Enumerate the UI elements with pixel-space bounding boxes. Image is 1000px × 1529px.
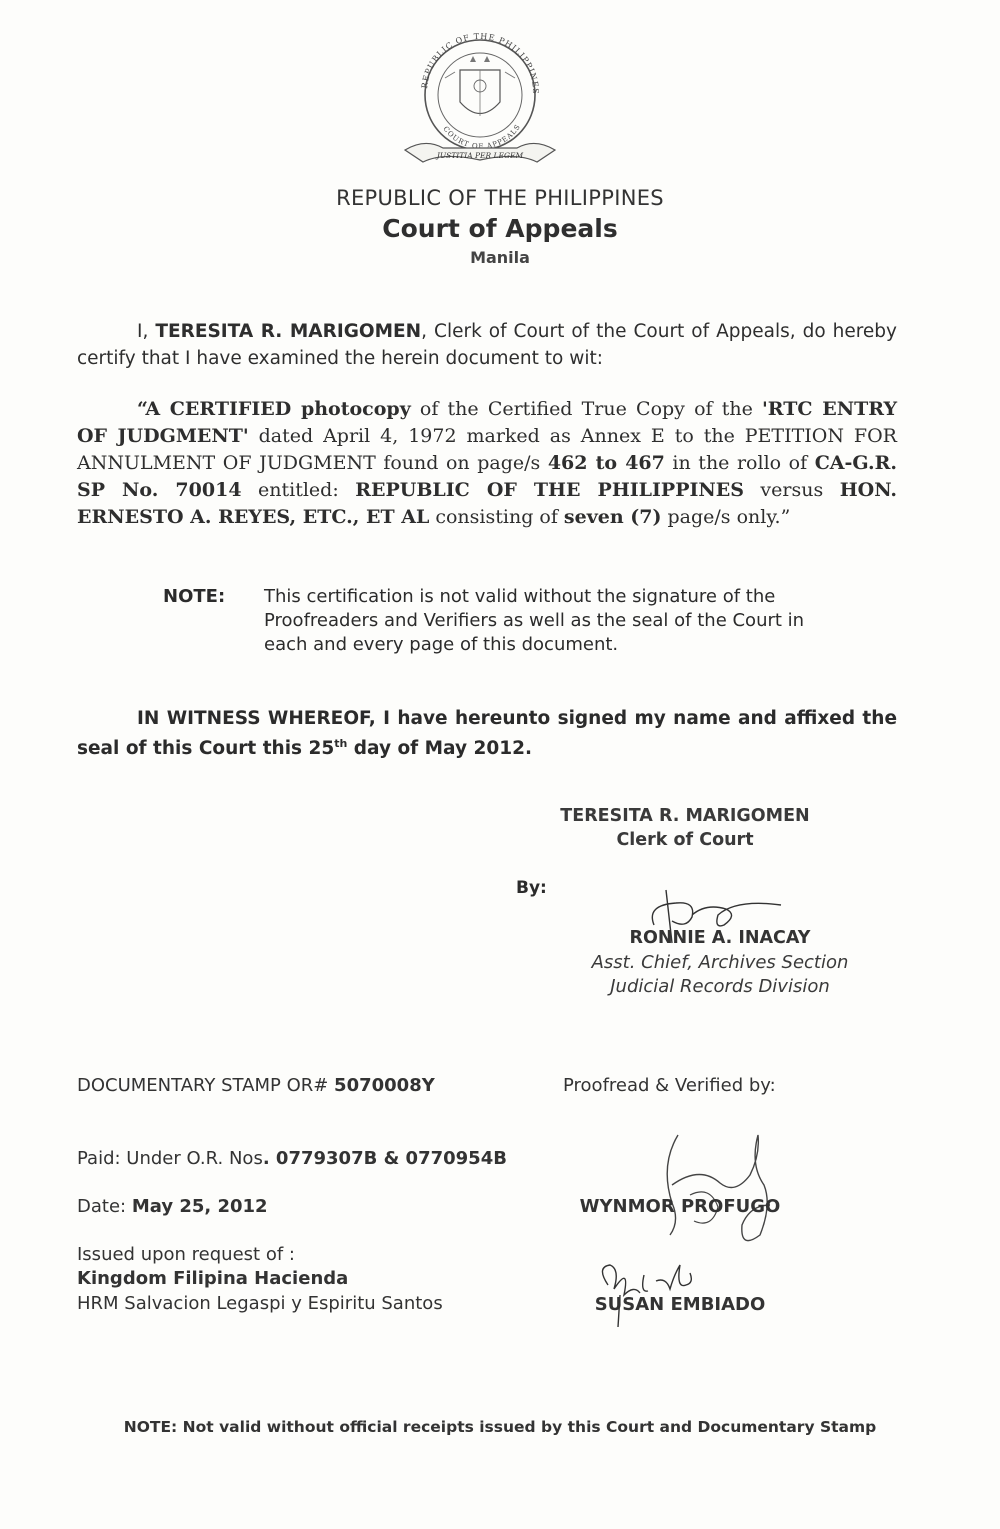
- note-text: This certification is not valid without the signature of the Proofreaders and Verifiers as well as the seal of the Court in each and every page of this document.: [264, 586, 805, 655]
- date-label: Date:: [77, 1196, 132, 1217]
- quote-part-12: consisting of: [429, 506, 564, 528]
- note-label: NOTE:: [163, 586, 226, 607]
- witness-paragraph: [77, 706, 897, 761]
- witness-part-1: IN WITNESS WHEREOF, I have hereunto signed my name and affixed the seal of this Court this 25: [77, 708, 897, 760]
- verifier1-name: WYNMOR PROFUGO: [579, 1196, 781, 1217]
- deputy-name: RONNIE A. INACAY: [629, 928, 811, 948]
- date-value: May 25, 2012: [131, 1196, 268, 1217]
- quote-case-number: CA-G.R. SP No. 70014: [77, 452, 898, 501]
- witness-sup: th: [334, 737, 348, 750]
- stamp-label: DOCUMENTARY STAMP OR#: [77, 1075, 335, 1096]
- quote-part-2: of the Certified True Copy of the: [410, 398, 762, 420]
- svg-text:REPUBLIC OF THE PHILIPPINES: REPUBLIC OF THE PHILIPPINES: [420, 31, 541, 95]
- cert-rest: , Clerk of Court of the Court of Appeals, do hereby certify that I have examined the herein document to wit:: [77, 321, 898, 369]
- quote-part-8: entitled:: [241, 479, 356, 501]
- quote-respondent: HON. ERNESTO A. REYES, ETC., ET AL: [77, 479, 897, 528]
- quote-part-3: 'RTC ENTRY OF JUDGMENT': [77, 398, 898, 447]
- stamp-number: 5070008Y: [334, 1075, 435, 1096]
- witness-part-2: day of May 2012.: [347, 738, 532, 760]
- quoted-document-paragraph: [77, 396, 897, 531]
- court-seal-icon: [385, 20, 575, 190]
- cert-clerk-name: TERESITA R. MARIGOMEN: [155, 321, 422, 342]
- paid-label: Paid: Under O.R. Nos: [77, 1148, 263, 1169]
- quote-part-14: page/s only.”: [661, 506, 791, 528]
- deputy-division: Judicial Records Division: [610, 976, 830, 997]
- documentary-stamp: [77, 1075, 435, 1096]
- quote-petitioner: REPUBLIC OF THE PHILIPPINES: [355, 479, 744, 501]
- by-label: By:: [516, 878, 547, 898]
- paid-line: [77, 1148, 507, 1169]
- quote-part-10: versus: [743, 479, 840, 501]
- footer-note: NOTE: Not valid without official receipts issued by this Court and Documentary Stamp: [123, 1418, 877, 1436]
- date-line: [77, 1196, 268, 1217]
- header-court: Court of Appeals: [382, 214, 618, 243]
- header-republic: REPUBLIC OF THE PHILIPPINES: [336, 186, 664, 210]
- verifier2-signature-icon: [590, 1245, 720, 1330]
- signatory-name: TERESITA R. MARIGOMEN: [560, 806, 810, 826]
- quote-part-1: “A CERTIFIED photocopy: [137, 398, 411, 420]
- quote-part-4: dated April 4, 1972 marked as Annex E to the PETITION FOR ANNULMENT OF JUDGMENT found on page/s: [77, 425, 897, 474]
- verifier2-name: SUSAN EMBIADO: [594, 1294, 766, 1315]
- header-city: Manila: [470, 248, 530, 267]
- svg-text:COURT OF APPEALS: COURT OF APPEALS: [441, 122, 523, 151]
- quote-pages: 462 to 467: [547, 452, 665, 474]
- deputy-title: Asst. Chief, Archives Section: [591, 952, 849, 973]
- quote-page-count: seven (7): [563, 506, 662, 528]
- seal-motto: JUSTITIA PER LEGEM: [436, 151, 524, 160]
- request-label: Issued upon request of :: [77, 1244, 295, 1265]
- verifier1-signature-icon: [600, 1125, 800, 1255]
- request-name: Kingdom Filipina Hacienda: [77, 1268, 349, 1289]
- request-person: HRM Salvacion Legaspi y Espiritu Santos: [77, 1293, 443, 1314]
- cert-intro: I,: [137, 321, 149, 342]
- quote-part-6: in the rollo of: [664, 452, 815, 474]
- paid-numbers: . 0779307B & 0770954B: [262, 1148, 507, 1169]
- certification-paragraph: [77, 318, 897, 372]
- signatory-title: Clerk of Court: [616, 830, 754, 850]
- proofread-label: Proofread & Verified by:: [563, 1075, 776, 1096]
